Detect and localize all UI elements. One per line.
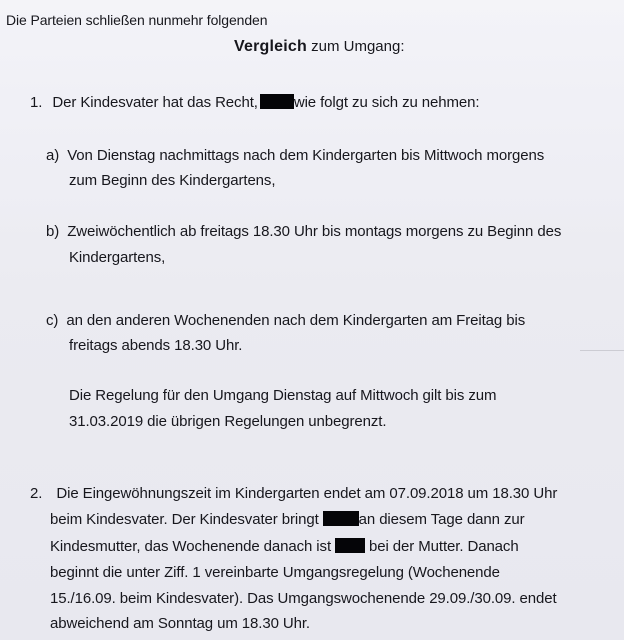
- document-heading: [234, 38, 405, 56]
- item1a-line2: [69, 172, 275, 190]
- item2-text2-after: an diesem Tage dann zur: [358, 511, 525, 528]
- item2-number: 2.: [30, 485, 43, 502]
- item2-line2: [50, 511, 525, 529]
- item2-line6: [50, 615, 310, 633]
- item2-text3-after: bei der Mutter. Danach: [369, 538, 519, 555]
- item2-line5: [50, 590, 557, 608]
- scan-line: [580, 350, 624, 351]
- redaction-box: [260, 94, 294, 109]
- regelung-line2: [69, 413, 386, 431]
- item1c-line1: [46, 312, 525, 330]
- item1b-marker: b): [46, 223, 60, 240]
- heading-bold: Vergleich: [234, 38, 307, 55]
- item2-text5: 15./16.09. beim Kindesvater). Das Umgangswochenende 29.09./30.09. endet: [50, 590, 557, 607]
- redaction-box: [335, 538, 365, 553]
- intro-line: [6, 11, 267, 29]
- item1a-text2: zum Beginn des Kindergartens,: [69, 172, 276, 189]
- redaction-box: [323, 511, 359, 526]
- item2-text3-before: Kindesmutter, das Wochenende danach ist: [50, 538, 332, 555]
- intro-text: Die Parteien schließen nunmehr folgenden: [6, 12, 268, 28]
- item2-line4: [50, 564, 500, 582]
- item1b-line2: [69, 249, 165, 267]
- item1c-text1: an den anderen Wochenenden nach dem Kindergarten am Freitag bis: [66, 312, 526, 329]
- item1a-line1: [46, 147, 544, 165]
- item1-number: 1.: [30, 94, 43, 111]
- item2-line1: [30, 485, 557, 503]
- item1b-text2: Kindergartens,: [69, 249, 166, 266]
- regelung-line1: [69, 387, 496, 405]
- item1a-marker: a): [46, 147, 60, 164]
- item2-text6: abweichend am Sonntag um 18.30 Uhr.: [50, 615, 311, 632]
- item2-text4: beginnt die unter Ziff. 1 vereinbarte Umgangsregelung (Wochenende: [50, 564, 500, 581]
- item1b-text1: Zweiwöchentlich ab freitags 18.30 Uhr bis montags morgens zu Beginn des: [67, 223, 562, 240]
- item2-text1: Die Eingewöhnungszeit im Kindergarten endet am 07.09.2018 um 18.30 Uhr: [56, 485, 558, 502]
- item2-line3: [50, 538, 519, 556]
- regelung-text2: 31.03.2019 die übrigen Regelungen unbegrenzt.: [69, 413, 387, 430]
- item1-text-before: Der Kindesvater hat das Recht,: [52, 94, 258, 111]
- heading-rest: zum Umgang:: [311, 38, 405, 55]
- item1c-line2: [69, 337, 242, 355]
- item1a-text1: Von Dienstag nachmittags nach dem Kindergarten bis Mittwoch morgens: [67, 147, 545, 164]
- item1c-marker: c): [46, 312, 59, 329]
- item1c-text2: freitags abends 18.30 Uhr.: [69, 337, 243, 354]
- regelung-text1: Die Regelung für den Umgang Dienstag auf Mittwoch gilt bis zum: [69, 387, 497, 404]
- item1-line: [30, 94, 479, 112]
- item2-text2-before: beim Kindesvater. Der Kindesvater bringt: [50, 511, 319, 528]
- item1-text-after: wie folgt zu sich zu nehmen:: [293, 94, 480, 111]
- item1b-line1: [46, 223, 561, 241]
